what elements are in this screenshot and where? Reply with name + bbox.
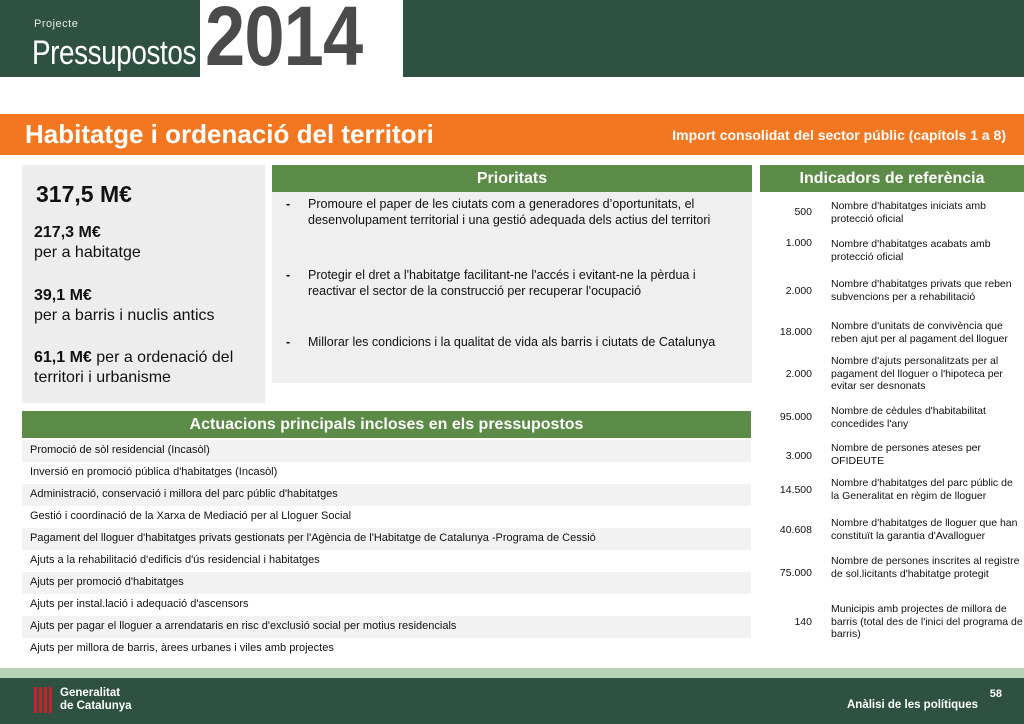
indicator-value: 1.000	[785, 237, 812, 249]
list-item	[22, 572, 751, 594]
indicator-label: Nombre d'ajuts personalitzats per al pagament del lloguer o l'hipoteca per evitar ser desnonats	[831, 355, 1003, 392]
action-text: Promoció de sòl residencial (Incasòl)	[30, 444, 210, 456]
summary-item-territory	[34, 348, 233, 388]
generalitat-logo-icon	[34, 687, 52, 713]
page-header	[0, 0, 1024, 83]
summary-label: per a habitatge	[34, 244, 141, 261]
priority-text: Promoure el paper de les ciutats com a generadores d’oportunitats, el desenvolupament territorial i una gestió adequada dels actius del territori	[308, 197, 711, 227]
bullet-dash: -	[286, 197, 291, 211]
summary-amount: 61,1 M€	[34, 349, 92, 366]
org-name	[60, 687, 132, 713]
org-name-line1: Generalitat	[60, 687, 121, 699]
header-kicker: Projecte	[34, 18, 79, 30]
footer-label: Anàlisi de les polítiques	[846, 699, 978, 711]
org-name-line2: de Catalunya	[60, 700, 132, 712]
priority-text: Protegir el dret a l'habitatge facilitant-ne l'accés i evitant-ne la pèrdua i reactivar el sector de la construcció per recuperar l'ocupació	[308, 268, 696, 298]
indicator-value: 14.500	[779, 484, 812, 496]
indicator-value: 2.000	[785, 368, 812, 380]
indicator-label: Nombre d'habitatges privats que reben subvencions per a rehabilitació	[831, 278, 1012, 303]
action-text: Gestió i coordinació de la Xarxa de Mediació per al Lloguer Social	[30, 510, 352, 522]
action-text: Ajuts per promoció d'habitatges	[30, 576, 184, 588]
actions-list	[22, 440, 751, 666]
footer-strip	[0, 668, 1024, 678]
list-item	[22, 528, 751, 550]
action-text: Pagament del lloguer d'habitatges privats gestionats per l'Agència de l'Habitatge de Catalunya -Programa de Cessió	[30, 532, 596, 544]
action-text: Ajuts per pagar el lloguer a arrendataris en risc d'exclusió social per motius residencials	[30, 620, 457, 632]
indicator-label: Nombre d'unitats de convivència que reben ajut per al pagament del lloguer	[831, 320, 1008, 345]
indicator-label: Nombre de persones inscrites al registre de sol.licitants d'habitatge protegit	[831, 555, 1020, 580]
priority-item	[286, 196, 736, 228]
list-item	[22, 594, 751, 616]
summary-item-housing	[34, 223, 141, 263]
section-title: Habitatge i ordenació del territori	[25, 119, 434, 149]
indicator-label: Nombre de cèdules d'habitabilitat concedides l'any	[831, 405, 986, 430]
summary-item-neighbourhoods	[34, 286, 215, 326]
list-item	[22, 616, 751, 638]
summary-label: territori i urbanisme	[34, 369, 171, 386]
page-footer	[0, 678, 1024, 724]
summary-label: per a barris i nuclis antics	[34, 307, 215, 324]
action-text: Ajuts per millora de barris, àrees urbanes i viles amb projectes	[30, 642, 334, 654]
indicator-label: Municipis amb projectes de millora de barris (total des de l'inici del programa de barris)	[831, 603, 1023, 640]
indicator-value: 140	[794, 616, 812, 628]
priorities-heading: Prioritats	[272, 165, 752, 192]
list-item	[22, 506, 751, 528]
indicator-label: Nombre d'habitatges acabats amb protecció oficial	[831, 238, 991, 263]
actions-heading: Actuacions principals incloses en els pressupostos	[22, 411, 751, 438]
indicator-value: 2.000	[785, 285, 812, 297]
indicator-value: 500	[794, 206, 812, 218]
bullet-dash: -	[286, 335, 291, 349]
priority-item	[286, 267, 736, 299]
indicator-label: Nombre de persones ateses per OFIDEUTE	[831, 442, 981, 467]
list-item	[22, 550, 751, 572]
indicator-value: 95.000	[779, 411, 812, 423]
indicator-label: Nombre d'habitatges iniciats amb protecció oficial	[831, 200, 986, 225]
list-item	[22, 462, 751, 484]
indicator-value: 75.000	[779, 567, 812, 579]
indicator-value: 18.000	[779, 326, 812, 338]
indicators-heading: Indicadors de referència	[760, 165, 1024, 192]
action-text: Ajuts per instal.lació i adequació d'ascensors	[30, 598, 249, 610]
list-item	[22, 440, 751, 462]
action-text: Administració, conservació i millora del parc públic d'habitatges	[30, 488, 338, 500]
section-subtitle: Import consolidat del sector públic (capítols 1 a 8)	[672, 127, 1006, 143]
list-item	[22, 484, 751, 506]
indicator-value: 40.608	[779, 524, 812, 536]
indicator-value: 3.000	[785, 450, 812, 462]
header-year: 2014	[205, 0, 363, 83]
header-title: Pressupostos	[32, 34, 196, 72]
list-item	[22, 638, 751, 660]
priorities-box	[272, 192, 752, 383]
action-text: Ajuts a la rehabilitació d'edificis d'ús residencial i habitatges	[30, 554, 320, 566]
budget-summary	[22, 165, 265, 403]
page-number: 58	[989, 688, 1002, 700]
priority-item	[286, 334, 736, 350]
priority-text: Millorar les condicions i la qualitat de vida als barris i ciutats de Catalunya	[308, 335, 716, 349]
budget-total: 317,5 M€	[36, 181, 132, 207]
indicator-label: Nombre d'habitatges del parc públic de la Generalitat en règim de lloguer	[831, 477, 1013, 502]
bullet-dash: -	[286, 268, 291, 282]
summary-amount: 39,1 M€	[34, 287, 92, 304]
action-text: Inversió en promoció pública d'habitatges (Incasòl)	[30, 466, 278, 478]
summary-amount: 217,3 M€	[34, 224, 101, 241]
indicator-label: Nombre d'habitatges de lloguer que han constituït la garantia d'Avalloguer	[831, 517, 1018, 542]
summary-label-inline: per a ordenació del	[96, 349, 234, 366]
section-title-bar	[0, 114, 1024, 155]
